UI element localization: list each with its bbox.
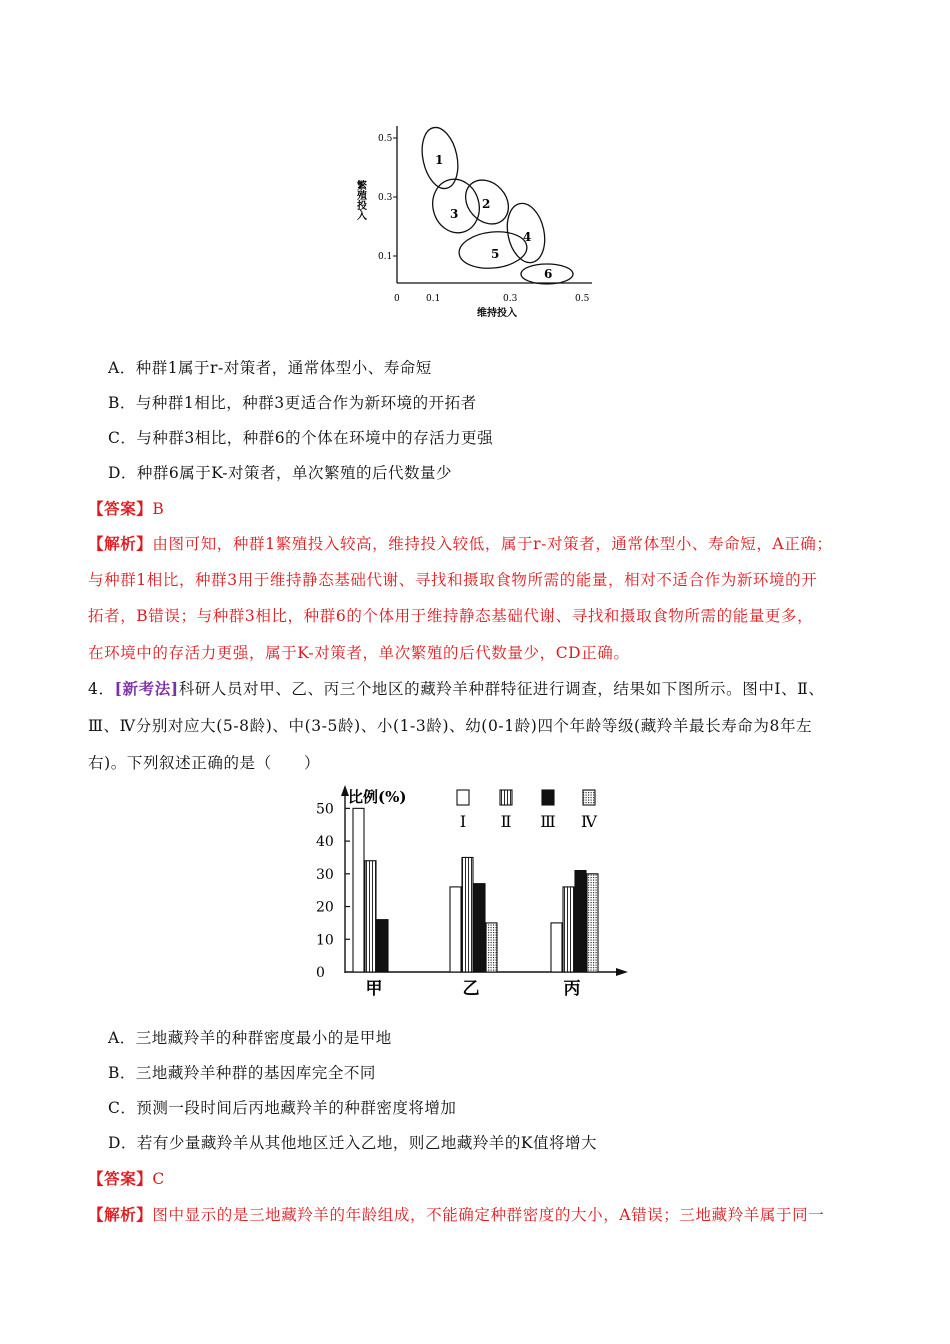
chart-category-label: 乙 (462, 979, 480, 999)
x-axis-label: 维持投入 (477, 308, 517, 319)
q3-analysis-line-4: 在环境中的存活力更强，属于K-对策者，单次繁殖的后代数量少，CD正确。 (88, 644, 630, 662)
legend-swatch-2 (500, 790, 512, 805)
chart-category-label: 丙 (563, 979, 581, 999)
xtick-0.3: 0.3 (503, 294, 518, 304)
legend-swatch-4 (583, 790, 595, 805)
q3-option-b: B．与种群1相比，种群3更适合作为新环境的开拓者 (108, 394, 477, 412)
q4-answer: 【答案】C (88, 1169, 165, 1188)
legend-label-2: Ⅱ (500, 812, 512, 831)
q3-option-d: D．种群6属于K-对策者，单次繁殖的后代数量少 (108, 464, 452, 482)
chart-category-label: 甲 (365, 979, 383, 999)
bar-2-丙 (563, 887, 574, 972)
bar-2-甲 (365, 861, 376, 972)
bar-4-乙 (486, 923, 497, 972)
population-2-label: 2 (482, 197, 491, 211)
q4-option-a: A．三地藏羚羊的种群密度最小的是甲地 (108, 1029, 392, 1047)
legend-label-1: Ⅰ (459, 812, 467, 831)
q4-stem-line-3: 右)。下列叙述正确的是（ ） (88, 754, 321, 772)
q3-analysis-line-3: 拓者，B错误；与种群3相比，种群6的个体用于维持静态基础代谢、寻找和摄取食物所需的能量更多， (88, 607, 814, 625)
chart-ytick-label: 30 (316, 866, 334, 883)
chart-ytick-label: 40 (316, 834, 334, 851)
ytick-0.3: 0.3 (378, 193, 393, 203)
population-3-outline (427, 174, 485, 238)
legend-swatch-1 (457, 790, 469, 805)
ytick-0.5: 0.5 (378, 134, 393, 144)
q3-analysis-line-1: 【解析】由图可知，种群1繁殖投入较高，维持投入较低，属于r-对策者，通常体型小、寿命短，A正确； (88, 534, 833, 553)
bar-3-丙 (575, 871, 586, 972)
bar-3-乙 (474, 884, 485, 972)
bar-4-丙 (587, 874, 598, 972)
age-structure-bar-chart (308, 782, 638, 1002)
bar-1-丙 (551, 923, 562, 972)
q4-option-c: C．预测一段时间后丙地藏羚羊的种群密度将增加 (108, 1099, 457, 1117)
chart-y-label: 比例(%) (348, 788, 407, 806)
legend-label-4: Ⅳ (581, 812, 597, 831)
q4-stem-line-1: 4．[新考法]科研人员对甲、乙、丙三个地区的藏羚羊种群特征进行调查，结果如下图所示。图中Ⅰ、Ⅱ、 (88, 679, 825, 698)
q3-option-a: A．种群1属于r-对策者，通常体型小、寿命短 (108, 359, 432, 377)
q4-analysis-line-1: 【解析】图中显示的是三地藏羚羊的年龄组成，不能确定种群密度的大小，A错误；三地藏羚羊属于同一 (88, 1205, 825, 1224)
population-1-label: 1 (435, 153, 444, 167)
population-6-label: 6 (544, 267, 553, 281)
ytick-0.1: 0.1 (378, 252, 393, 262)
legend-swatch-3 (542, 790, 554, 805)
chart-ytick-label: 10 (316, 932, 334, 949)
y-axis-label: 繁殖投入 (354, 180, 366, 220)
q3-analysis-line-2: 与种群1相比，种群3用于维持静态基础代谢、寻找和摄取食物所需的能量，相对不适合作为新环境的开 (88, 571, 818, 589)
population-5-label: 5 (491, 247, 500, 261)
q3-option-c: C．与种群3相比，种群6的个体在环境中的存活力更强 (108, 429, 494, 447)
legend-label-3: Ⅲ (540, 812, 556, 831)
population-4-label: 4 (523, 230, 532, 244)
xtick-0.5: 0.5 (575, 294, 590, 304)
chart-ytick-label: 0 (316, 965, 325, 981)
population-3-label: 3 (450, 207, 459, 221)
strategy-diagram (350, 118, 610, 323)
q4-stem-line-2: Ⅲ、Ⅳ分别对应大(5-8龄)、中(3-5龄)、小(1-3龄)、幼(0-1龄)四个年龄等级(藏羚羊最长寿命为8年左 (88, 717, 813, 735)
chart-ytick-label: 20 (316, 899, 334, 916)
q3-answer: 【答案】B (88, 499, 165, 518)
bar-1-甲 (353, 808, 364, 972)
chart-ytick-label: 50 (316, 801, 334, 818)
bar-2-乙 (462, 857, 473, 972)
xtick-0.1: 0.1 (426, 294, 441, 304)
q4-option-d: D．若有少量藏羚羊从其他地区迁入乙地，则乙地藏羚羊的K值将增大 (108, 1134, 598, 1152)
chart-x-arrow (616, 968, 628, 976)
bar-3-甲 (377, 920, 388, 972)
xtick-0: 0 (394, 294, 400, 304)
q4-option-b: B．三地藏羚羊种群的基因库完全不同 (108, 1064, 376, 1082)
bar-1-乙 (450, 887, 461, 972)
